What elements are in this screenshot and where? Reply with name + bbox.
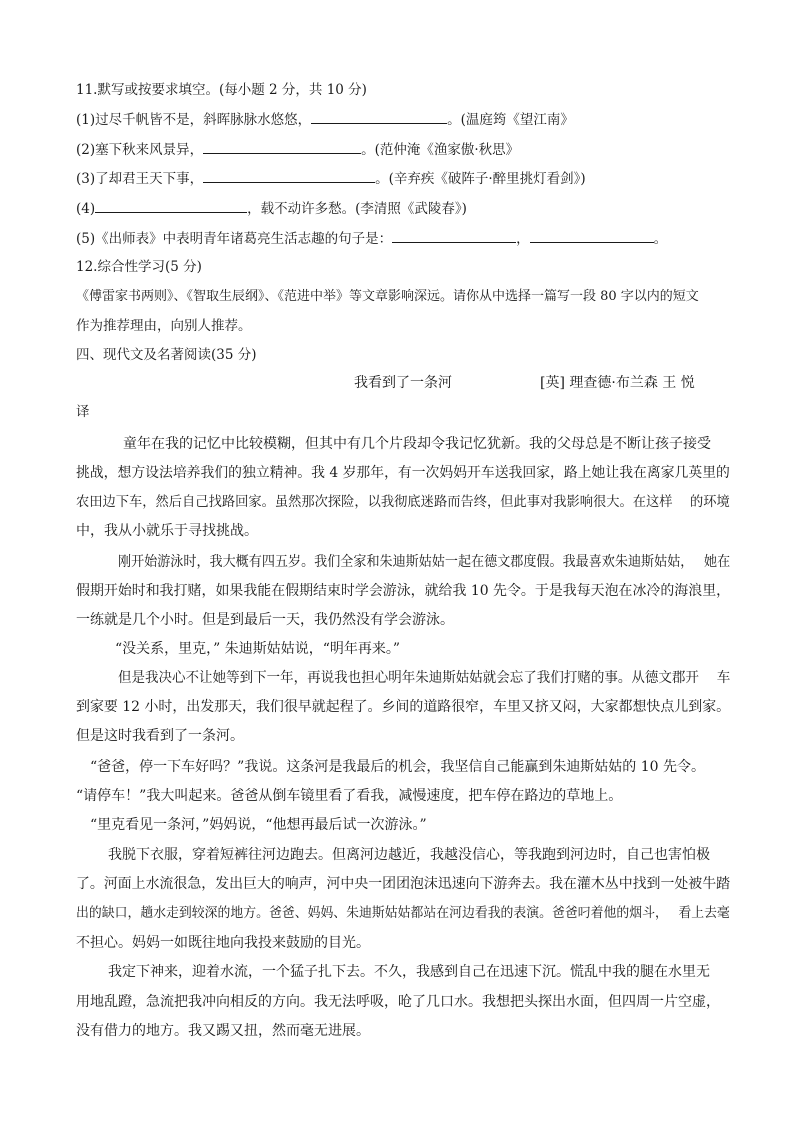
paragraph-line: 出的缺口，趟水走到较深的地方。爸爸、妈妈、朱迪斯姑姑都站在河边看我的表演。爸爸叼着他的烟斗， 看上去毫 [76,905,730,921]
answer-blank[interactable] [530,228,654,243]
paragraph-line: “请停车！”我大叫起来。爸爸从倒车镜里看了看我，减慢速度，把车停在路边的草地上。 [76,788,623,804]
item-text: ，载不动许多愁。(李清照《武陵春》) [247,201,467,217]
section-4-heading: 四、现代文及名著阅读(35 分) [76,347,257,363]
item-text: 。(辛弃疾《破阵子·醉里挑灯看剑》) [375,171,586,187]
question-12-heading: 12.综合性学习(5 分) [76,259,202,275]
item-text: (3)了却君王天下事， [76,171,204,187]
paragraph-line: 假期开始时和我打赌，如果我能在假期结束时学会游泳，就给我 10 先令。于是我每天泡在冰冷的海浪里， [76,583,731,599]
paragraph-line: 我定下神来，迎着水流，一个猛子扎下去。不久，我感到自己在迅速下沉。慌乱中我的腿在水里无 [108,964,710,980]
answer-blank[interactable] [203,168,375,183]
question-11-item-1 [76,109,574,130]
paragraph-line: 挑战，想方设法培养我们的独立精神。我 4 岁那年，有一次妈妈开车送我回家，路上她让我在离家几英里的 [76,465,730,481]
paragraph-line: 没有借力的地方。我又踢又扭，然而毫无进展。 [76,1023,370,1039]
paragraph-line: 农田边下车，然后自己找路回家。虽然那次探险，以我彻底迷路而告终，但此事对我影响很大。在这样 的环境 [76,494,730,510]
item-text: 。(范仲淹《渔家傲·秋思》 [361,142,520,158]
item-text: (5)《出师表》中表明青年诸葛亮生活志趣的句子是： [76,231,393,247]
paragraph-line: 童年在我的记忆中比较模糊，但其中有几个片段却令我记忆犹新。我的父母总是不断让孩子接受 [123,436,711,452]
question-11-item-4 [76,198,467,219]
paragraph-line: 但是这时我看到了一条河。 [76,728,244,744]
paragraph-line: 用地乱蹬，急流把我冲向相反的方向。我无法呼吸，呛了几口水。我想把头探出水面，但四周一片空虚， [76,994,720,1010]
paragraph-line: “爸爸，停一下车好吗？”我说。这条河是我最后的机会，我坚信自己能赢到朱迪斯姑姑的 10 先令。 [90,759,706,775]
article-translator-suffix: 译 [76,404,90,420]
paragraph-line: 中，我从小就乐于寻找挑战。 [76,523,258,539]
item-text: (2)塞下秋来风景异， [76,142,204,158]
question-11-item-5 [76,228,667,249]
question-12-line: 《傅雷家书两则》、《智取生辰纲》、《范进中举》等文章影响深远。请你从中选择一篇写一段 80 字以内的短文 [76,289,699,304]
question-11-item-3 [76,168,586,189]
item-text: 。 [653,231,668,247]
article-title: 我看到了一条河 [354,375,452,391]
question-12-line: 作为推荐理由，向别人推荐。 [76,318,252,334]
paragraph-line: 刚开始游泳时，我大概有四五岁。我们全家和朱迪斯姑姑一起在德文郡度假。我最喜欢朱迪斯姑姑， 她在 [118,554,731,570]
item-text: 。(温庭筠《望江南》 [447,112,574,128]
paragraph-line: “里克看见一条河，”妈妈说，“他想再最后试一次游泳。” [90,817,427,833]
paragraph-line: “没关系，里克，” 朱迪斯姑姑说，“明年再来。” [115,641,401,657]
paragraph-line: 到家要 12 小时，出发那天，我们很早就起程了。乡间的道路很窄，车里又挤又闷，大家都想快点儿到家。 [76,699,731,715]
article-author: [英] 理查德·布兰森 王 悦 [540,375,695,391]
paragraph-line: 一练就是几个小时。但是到最后一天，我仍然没有学会游泳。 [76,612,454,628]
answer-blank[interactable] [392,228,516,243]
item-text: (1)过尽千帆皆不是，斜晖脉脉水悠悠， [76,112,312,128]
question-11-heading: 11.默写或按要求填空。(每小题 2 分，共 10 分) [76,82,367,98]
paragraph-line: 但是我决心不让她等到下一年，再说我也担心明年朱迪斯姑姑就会忘了我们打赌的事。从德文郡开 车 [118,670,731,686]
answer-blank[interactable] [203,139,361,154]
answer-blank[interactable] [311,109,447,124]
item-text: ， [516,231,530,247]
item-text: (4) [76,201,96,217]
paragraph-line: 我脱下衣服，穿着短裤往河边跑去。但离河边越近，我越没信心，等我跑到河边时，自己也害怕极 [108,847,710,863]
paragraph-line: 了。河面上水流很急，发出巨大的响声，河中央一团团泡沫迅速向下游奔去。我在灌木丛中找到一处被牛踏 [76,876,731,892]
question-11-item-2 [76,139,519,160]
answer-blank[interactable] [95,198,247,213]
paragraph-line: 不担心。妈妈一如既往地向我投来鼓励的目光。 [76,935,370,951]
